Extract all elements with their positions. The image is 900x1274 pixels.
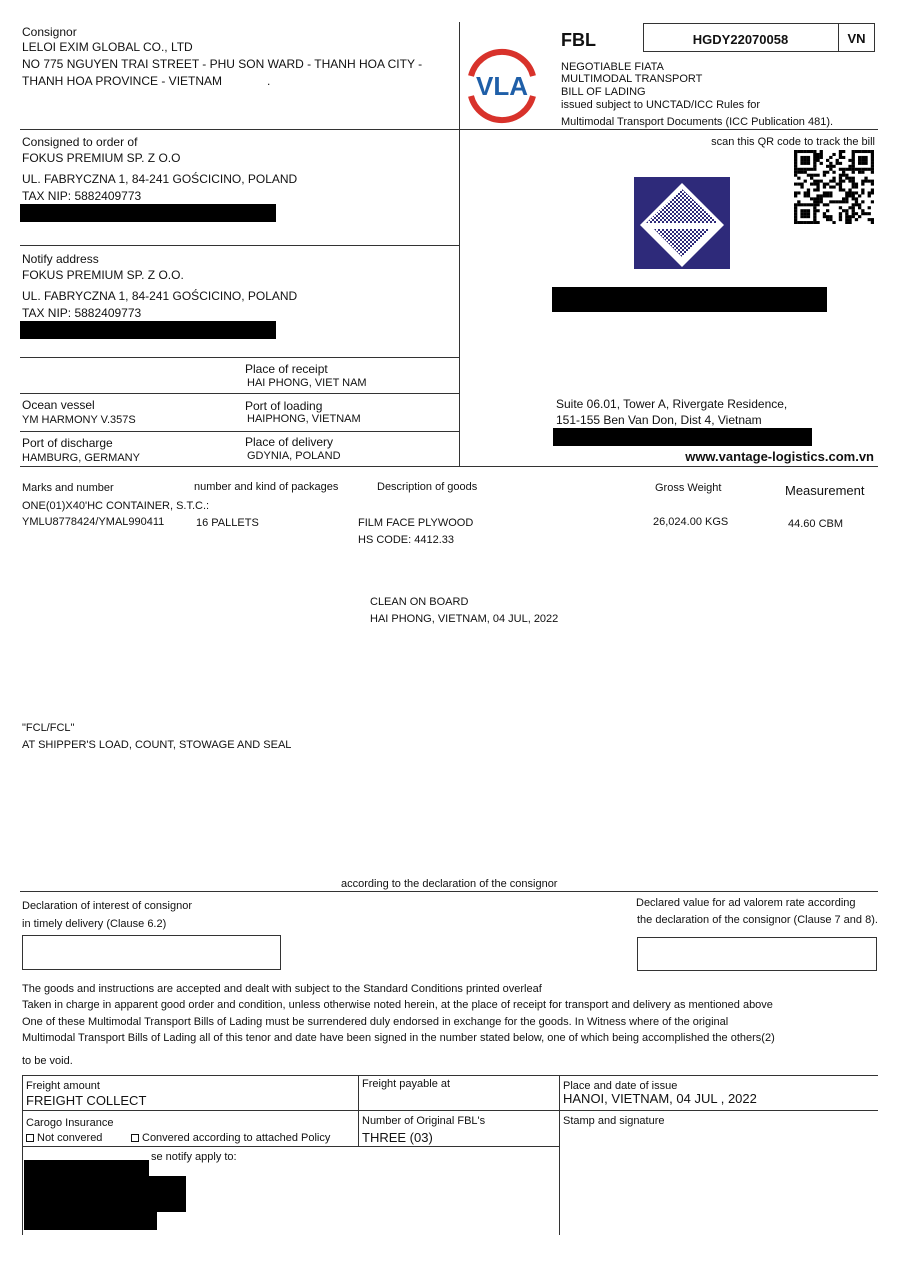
loading-value: HAIPHONG, VIETNAM — [247, 413, 361, 425]
stamp-label: Stamp and signature — [563, 1115, 665, 1127]
according-note: according to the declaration of the consignor — [341, 878, 558, 890]
not-covered-checkbox[interactable] — [26, 1134, 34, 1142]
not-covered-option[interactable] — [26, 1132, 102, 1144]
notify-tax: TAX NIP: 5882409773 — [22, 306, 142, 320]
consignee-label: Consigned to order of — [22, 135, 138, 149]
consignee-name: FOKUS PREMIUM SP. Z O.O — [22, 151, 181, 165]
logo-text: VLA — [476, 71, 528, 101]
vessel-bottom-line — [20, 431, 459, 432]
fcl-note: "FCL/FCL" — [22, 722, 75, 734]
receipt-value: HAI PHONG, VIET NAM — [247, 377, 367, 389]
redaction-consignee — [20, 204, 276, 222]
routing-bottom-line — [20, 466, 878, 467]
notify-name: FOKUS PREMIUM SP. Z O.O. — [22, 268, 184, 282]
col-packages: number and kind of packages — [194, 481, 339, 493]
consignor-name: LELOI EXIM GLOBAL CO., LTD — [22, 40, 193, 54]
consignee-address: UL. FABRYCZNA 1, 84-241 GOŚCICINO, POLAND — [22, 172, 298, 186]
originals-value: THREE (03) — [362, 1130, 433, 1145]
consignee-tax: TAX NIP: 5882409773 — [22, 189, 142, 203]
footer-col-2 — [559, 1075, 560, 1235]
vessel-value: YM HARMONY V.357S — [22, 414, 136, 426]
onboard-line-1: CLEAN ON BOARD — [370, 596, 469, 608]
packages-value: 16 PALLETS — [196, 517, 259, 529]
redaction-footer-4 — [24, 1210, 157, 1230]
covered-checkbox[interactable] — [131, 1134, 139, 1142]
consignor-address-1: NO 775 NGUYEN TRAI STREET - PHU SON WARD - THANH HOA CITY - — [22, 57, 423, 71]
freight-amount-value: FREIGHT COLLECT — [26, 1093, 147, 1108]
col-measurement: Measurement — [785, 483, 865, 498]
terms-line-1: The goods and instructions are accepted and dealt with subject to the Standard Conditions printed overleaf — [22, 983, 542, 995]
country-code: VN — [847, 31, 866, 46]
terms-line-3: One of these Multimodal Transport Bills of Lading must be surrendered duly endorsed in exchange for the goods. In Witness where of the original — [22, 1016, 729, 1028]
consignor-label: Consignor — [22, 25, 77, 39]
hs-code: HS CODE: 4412.33 — [358, 534, 454, 546]
value-label-1: Declared value for ad valorem rate according — [636, 897, 856, 909]
consignor-dot: . — [267, 74, 271, 88]
insurance-label: Carogo Insurance — [26, 1117, 114, 1129]
footer-left-edge — [22, 1075, 23, 1235]
agent-website[interactable]: www.vantage-logistics.com.vn — [685, 449, 874, 464]
terms-line-5: to be void. — [22, 1055, 73, 1067]
shipper-load-note: AT SHIPPER'S LOAD, COUNT, STOWAGE AND SEAL — [22, 739, 292, 751]
consignor-bottom-line — [20, 129, 878, 130]
value-label-2: the declaration of the consignor (Clause 7 and 8). — [637, 914, 878, 926]
vla-logo — [463, 48, 541, 124]
originals-label: Number of Original FBL's — [362, 1115, 486, 1127]
header-line-3: BILL OF LADING — [561, 86, 646, 98]
freight-payable-label: Freight payable at — [362, 1078, 451, 1090]
consignee-bottom-line — [20, 245, 459, 246]
value-input[interactable] — [637, 937, 877, 971]
agent-address-2: 151-155 Ben Van Don, Dist 4, Vietnam — [556, 413, 762, 427]
redaction-agent-line — [553, 428, 812, 446]
description-value: FILM FACE PLYWOOD — [358, 517, 474, 529]
covered-text: Convered according to attached Policy — [142, 1132, 331, 1144]
notify-address: UL. FABRYCZNA 1, 84-241 GOŚCICINO, POLAND — [22, 289, 298, 303]
receipt-bottom-line — [20, 393, 459, 394]
footer-col-1 — [358, 1075, 359, 1146]
col-description: Description of goods — [377, 481, 478, 493]
company-emblem — [634, 177, 730, 269]
redaction-notify — [20, 321, 276, 339]
interest-input[interactable] — [22, 935, 281, 970]
agent-address-1: Suite 06.01, Tower A, Rivergate Residence, — [556, 397, 788, 411]
notify-bottom-line — [20, 357, 459, 358]
notify-apply-text: se notify apply to: — [151, 1151, 237, 1163]
discharge-label: Port of discharge — [22, 436, 113, 450]
notify-label: Notify address — [22, 252, 99, 266]
qr-caption: scan this QR code to track the bill — [711, 136, 875, 148]
weight-value: 26,024.00 KGS — [653, 516, 729, 528]
measurement-value: 44.60 CBM — [788, 518, 844, 530]
footer-top-line — [22, 1075, 878, 1076]
loading-label: Port of loading — [245, 399, 323, 413]
interest-label-1: Declaration of interest of consignor — [22, 900, 192, 912]
terms-line-4: Multimodal Transport Bills of Lading all of this tenor and date have been signed in the number stated below, one of which being accomplished the others(2) — [22, 1032, 775, 1044]
footer-row3-line — [22, 1146, 559, 1147]
redaction-footer-2 — [24, 1176, 186, 1196]
cargo-bottom-line — [20, 891, 878, 892]
redaction-agent-name — [552, 287, 827, 312]
issue-label: Place and date of issue — [563, 1080, 678, 1092]
header-line-2: MULTIMODAL TRANSPORT — [561, 73, 703, 85]
issue-value: HANOI, VIETNAM, 04 JUL , 2022 — [563, 1091, 757, 1106]
vessel-label: Ocean vessel — [22, 398, 95, 412]
col-marks: Marks and number — [22, 482, 114, 494]
container-line: ONE(01)X40'HC CONTAINER, S.T.C.: — [22, 500, 210, 512]
receipt-label: Place of receipt — [245, 362, 328, 376]
freight-amount-label: Freight amount — [26, 1080, 100, 1092]
delivery-label: Place of delivery — [245, 435, 334, 449]
terms-line-2: Taken in charge in apparent good order and condition, unless otherwise noted herein, at the place of receipt for transport and delivery as mentioned above — [22, 999, 773, 1011]
header-line-5: Multimodal Transport Documents (ICC Publication 481). — [561, 116, 834, 128]
discharge-value: HAMBURG, GERMANY — [22, 452, 140, 464]
header-line-4: issued subject to UNCTAD/ICC Rules for — [561, 99, 761, 111]
doc-type: FBL — [561, 30, 596, 50]
not-covered-text: Not convered — [37, 1132, 103, 1144]
header-divider — [459, 22, 460, 467]
footer-mid-line — [22, 1110, 878, 1111]
covered-option[interactable] — [131, 1132, 330, 1144]
interest-label-2: in timely delivery (Clause 6.2) — [22, 918, 167, 930]
onboard-line-2: HAI PHONG, VIETNAM, 04 JUL, 2022 — [370, 613, 559, 625]
container-marks: YMLU8778424/YMAL990411 — [22, 516, 165, 528]
col-weight: Gross Weight — [655, 482, 722, 494]
delivery-value: GDYNIA, POLAND — [247, 450, 341, 462]
qr-code[interactable] — [794, 150, 874, 224]
header-line-1: NEGOTIABLE FIATA — [561, 61, 664, 73]
consignor-address-2: THANH HOA PROVINCE - VIETNAM — [22, 74, 223, 88]
bl-number: HGDY22070058 — [692, 32, 789, 47]
